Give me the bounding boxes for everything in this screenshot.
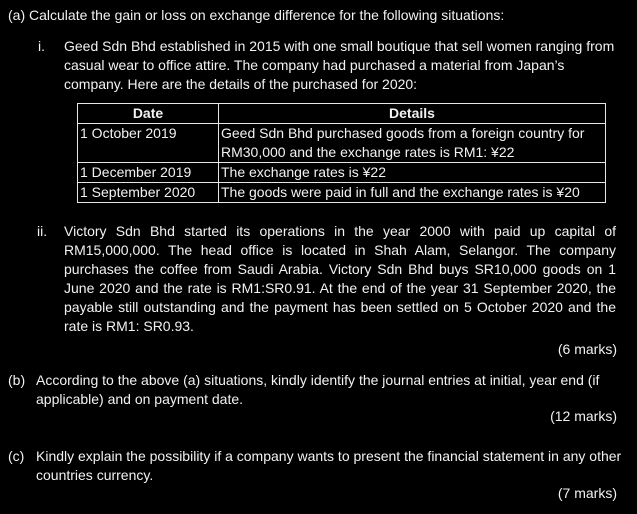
table-cell-date: 1 December 2019 (78, 163, 219, 183)
item-i-text: Geed Sdn Bhd established in 2015 with one small boutique that sell women ranging from casual wear to office attire. The company had purchased a material from Japan’s company. Here are the details of the purchased for 2020: (64, 38, 615, 92)
table-cell-details: Geed Sdn Bhd purchased goods from a foreign country for RM30,000 and the exchange rates is RM1: ¥22 (219, 124, 606, 163)
purchase-details-table (77, 103, 606, 203)
table-cell-date: 1 September 2020 (78, 183, 219, 203)
part-b-text: According to the above (a) situations, kindly identify the journal entries at initial, year end (if applicable) and on payment date. (36, 372, 600, 407)
table-row (78, 163, 606, 183)
part-c-text: Kindly explain the possibility if a company wants to present the financial statement in any other countries currency. (36, 448, 622, 483)
table-cell-date: 1 October 2019 (78, 124, 219, 163)
item-ii-text: Victory Sdn Bhd started its operations in the year 2000 with paid up capital of RM15,000,000. The head office is located in Shah Alam, Selangor. The company purchases the coffee from Saudi Arabia. Victory Sdn Bhd buys SR10,000 goods on 1 June 2020 and the rate is RM1:SR0.91. At the end of the year 31 September 2020, the payable still outstanding and the payment has been settled on 5 October 2020 and the rate is RM1: SR0.93. (64, 223, 616, 334)
item-i-marker: i. (38, 38, 45, 54)
column-header-date: Date (78, 104, 219, 124)
table-header-row (78, 104, 606, 124)
part-c-marks: (7 marks) (557, 485, 617, 501)
table-row (78, 124, 606, 163)
column-header-details: Details (219, 104, 606, 124)
part-b-marks: (12 marks) (550, 408, 617, 424)
part-a-heading: (a) Calculate the gain or loss on exchange difference for the following situations: (8, 7, 505, 23)
part-b-label: (b) (8, 372, 26, 388)
part-c-label: (c) (8, 448, 25, 464)
table-row (78, 183, 606, 203)
part-a-marks: (6 marks) (557, 341, 617, 357)
table-cell-details: The goods were paid in full and the exchange rates is ¥20 (219, 183, 606, 203)
item-ii-marker: ii. (37, 223, 48, 239)
table-cell-details: The exchange rates is ¥22 (219, 163, 606, 183)
